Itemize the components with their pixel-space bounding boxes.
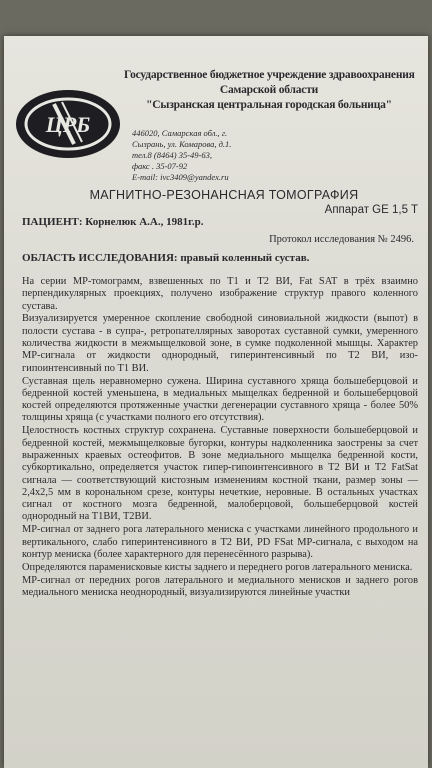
- report-paragraph: Суставная щель неравномерно сужена. Ширина суставного хряща большеберцовой и бедренной костей уменьшена, в медиальных мыщелках бедренной и большеберцовой костей определяются протяженные участки дегенерации суставного хряща - более 50% толщины хряща (с участками полного его отсутствия).: [22, 375, 418, 424]
- protocol-number: Протокол исследования № 2496.: [269, 234, 414, 245]
- contact-line-1: 446020, Самарская обл., г.: [132, 128, 228, 138]
- contact-email: E-mail: ivc3409@yandex.ru: [132, 172, 229, 182]
- org-line-1: Государственное бюджетное учреждение здравоохранения: [124, 69, 415, 81]
- report-paragraph: Целостность костных структур сохранена. Суставные поверхности большеберцовой и бедренной костей, межмыщелковые бугорки, контуры надколенника заострены за счет выраженных краевых остеофитов. В зоне медиального мыщелка бедренной кости, субкортикально, определяется участок гипер-гипоинтенсивного в Т2 ВИ и Т2 FatSat сигнала — соответствующий кистозным изменениям костной ткани, размер зоны — 2,4х2,5 мм в корональном срезе, контуры нечеткие, неровные. В остальных участках сигнал от костного мозга бедренной, малоберцовой, большеберцовой костей однородный на Т1ВИ, Т2ВИ.: [22, 425, 418, 523]
- contact-line-4: факс . 35-07-92: [132, 161, 188, 171]
- patient-name: Корнелюк А.А., 1981г.р.: [85, 216, 204, 228]
- report-paragraph: Визуализируется умеренное скопление свободной синовиальной жидкости (выпот) в полости сустава - в супра-, ретропателлярных заворотах суставной сумки, умеренного количества жидкости в межмыщелковой зоне, в сумке подколенной мышцы. Характер МР-сигнала от жидкости однородный, гиперинтенсивный по Т2 ВИ, изо-гипоинтенсивный по Т1 ВИ.: [22, 313, 418, 374]
- logo-text: ЦРБ: [45, 112, 91, 137]
- report-body: [22, 276, 418, 600]
- report-paragraph: МР-сигнал от передних рогов латерального и медиального менисков и заднего рогов медиального мениска неоднородный, визуализируются линейные участки: [22, 574, 418, 598]
- contact-block: [132, 128, 292, 183]
- document-page: [4, 36, 428, 768]
- document-title: МАГНИТНО-РЕЗОНАНСНАЯ ТОМОГРАФИЯ: [89, 188, 359, 202]
- org-line-2: Самарской области: [219, 84, 319, 96]
- report-paragraph: Определяются парамениcковые кисты заднего и переднего рогов латерального мениска.: [22, 561, 413, 573]
- patient-line: [22, 216, 203, 228]
- study-area-value: правый коленный сустав.: [180, 252, 310, 264]
- study-area-line: [22, 252, 309, 264]
- report-paragraph: МР-сигнал от заднего рога латерального мениска с участками линейного продольного и вертикального, слабо гиперинтенсивного в Т2 ВИ, PD FSat МР-сигнала, с выходом на контур мениска (более характерного для перенесённого разрыва).: [22, 524, 418, 560]
- apparatus-info: Аппарат GE 1,5 T: [324, 204, 418, 216]
- contact-line-2: Сызрань, ул. Комарова, д.1.: [132, 139, 232, 149]
- org-line-3: "Сызранская центральная городская больница": [146, 99, 392, 111]
- report-paragraph: На серии МР-томограмм, взвешенных по Т1 и Т2 ВИ, Fat SAT в трёх взаимно перпендикулярных проекциях, получено изображение структур правого коленного сустава.: [22, 276, 418, 312]
- hospital-logo: [14, 88, 122, 160]
- patient-label: ПАЦИЕНТ:: [22, 216, 83, 228]
- contact-line-3: тел.8 (8464) 35-49-63,: [132, 150, 212, 160]
- study-area-label: ОБЛАСТЬ ИССЛЕДОВАНИЯ:: [22, 252, 178, 264]
- organization-header: [124, 68, 414, 113]
